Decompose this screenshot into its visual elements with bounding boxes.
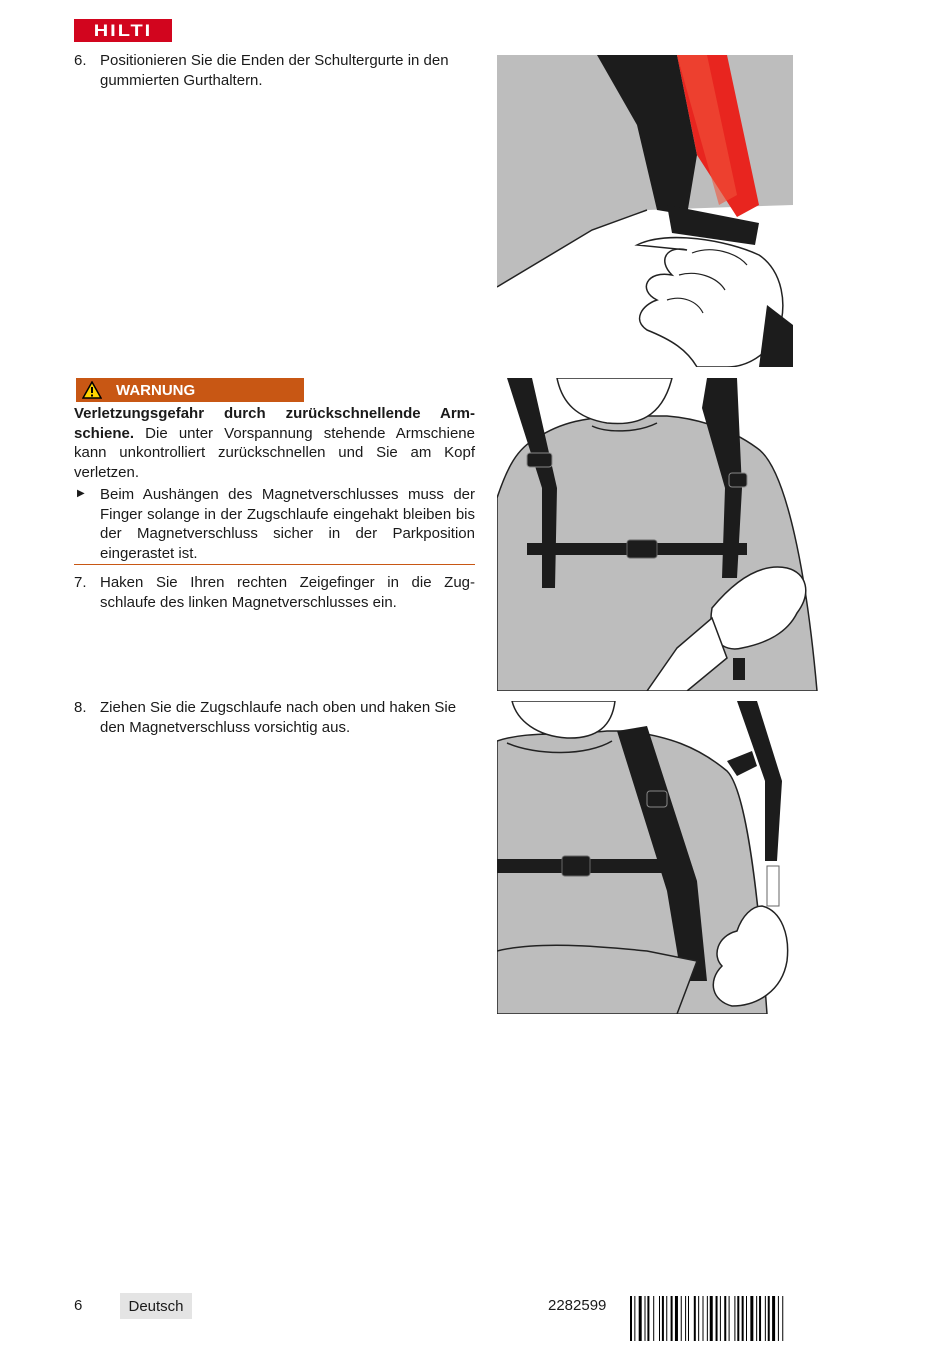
step-8 [74,698,475,738]
language-badge [120,1293,192,1319]
illustration-hook-finger [497,378,820,691]
barcode [630,1296,840,1341]
bullet-arrow-icon: ▶ [77,488,85,499]
warning-body [74,404,475,482]
step-number: 8. [74,699,87,716]
step-text-line1: Ziehen Sie die Zugschlaufe nach oben und haken Sie [100,699,457,716]
step-text-line1: Haken Sie Ihren rechten Zeigefinger in die Zug- [100,574,475,591]
language-label: Deutsch [128,1297,184,1315]
warning-text: Die unter Vorspannung stehende Armschiene kann unkontrolliert zurückschnellen und Sie am Kopf verletzen. [74,424,475,481]
page-number: 6 [74,1297,83,1314]
step-text-line2: den Magnetverschluss vorsichtig aus. [100,719,351,736]
step-number: 6. [74,52,87,69]
step-text-line2: gummierten Gurthaltern. [100,72,263,89]
illustration-strap-holder [497,55,793,367]
step-number: 7. [74,574,87,591]
logo-text: HILTI [93,21,153,40]
illustration-unhook [497,701,790,1014]
warning-banner [76,378,304,402]
hilti-logo [74,19,172,42]
step-text-line1: Positionieren Sie die Enden der Schultergurte in den [100,52,449,69]
step-text-line2: schlaufe des linken Magnetverschlusses ein. [100,594,397,611]
warning-triangle-icon [82,381,102,399]
warning-title: Verletzungsgefahr durch zurückschnellende Arm-schiene. [74,405,475,442]
warning-label: WARNUNG [116,381,196,399]
document-number: 2282599 [548,1297,607,1314]
warning-bullet: Beim Aushängen des Magnetverschlusses muss der Finger solange in der Zugschlaufe eingehakt bleiben bis der Magnetverschluss sicher in der Parkposition eingerastet ist. [100,486,475,562]
step-6 [74,51,475,91]
divider [74,564,475,565]
step-7 [74,573,475,613]
